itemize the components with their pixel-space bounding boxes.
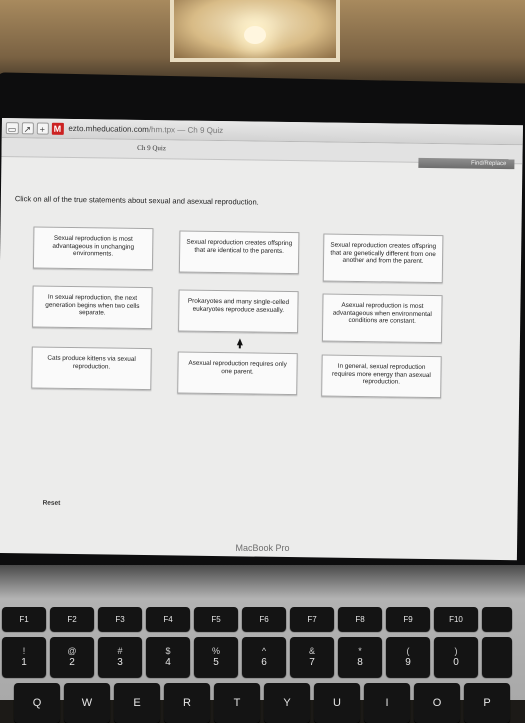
option-card[interactable]: Sexual reproduction creates offspring that are genetically different from one another and from the parent.	[323, 233, 444, 283]
share-icon[interactable]: ↗	[21, 122, 33, 134]
key-u[interactable]: U	[314, 683, 360, 723]
key-9[interactable]: ( 9	[386, 637, 430, 677]
key-e[interactable]: E	[114, 683, 160, 723]
ceiling-light	[244, 26, 266, 44]
key-6[interactable]: ^ 6	[242, 637, 286, 677]
key-f1[interactable]: F1	[2, 607, 46, 631]
page-title-fragment: Ch 9 Quiz	[187, 125, 224, 136]
key-i[interactable]: I	[364, 683, 410, 723]
key-minus[interactable]	[482, 637, 512, 677]
key-1[interactable]: ! 1	[2, 637, 46, 677]
find-replace-button[interactable]: Find/Replace	[418, 158, 514, 169]
key-2[interactable]: @ 2	[50, 637, 94, 677]
laptop-brand: MacBook Pro	[235, 543, 290, 553]
mouse-cursor-stem	[239, 344, 241, 348]
option-card[interactable]: In general, sexual reproduction requires more energy than asexual reproduction.	[321, 354, 442, 398]
key-f5[interactable]: F5	[194, 607, 238, 631]
option-card[interactable]: Asexual reproduction requires only one parent.	[177, 351, 298, 395]
background-window	[170, 0, 340, 62]
key-w[interactable]: W	[64, 683, 110, 723]
key-f8[interactable]: F8	[338, 607, 382, 631]
key-4[interactable]: $ 4	[146, 637, 190, 677]
new-tab-icon[interactable]: +	[36, 122, 48, 134]
option-card[interactable]: Cats produce kittens via sexual reproduction.	[31, 346, 152, 390]
option-card[interactable]: Prokaryotes and many single-celled eukaryotes reproduce asexually.	[178, 289, 299, 333]
key-f4[interactable]: F4	[146, 607, 190, 631]
key-f9[interactable]: F9	[386, 607, 430, 631]
key-0[interactable]: ) 0	[434, 637, 478, 677]
key-f6[interactable]: F6	[242, 607, 286, 631]
key-o[interactable]: O	[414, 683, 460, 723]
option-card[interactable]: Sexual reproduction is most advantageous in unchanging environments.	[33, 226, 154, 270]
key-p[interactable]: P	[464, 683, 510, 723]
key-t[interactable]: T	[214, 683, 260, 723]
key-f3[interactable]: F3	[98, 607, 142, 631]
keyboard-deck	[0, 565, 525, 709]
function-key-row	[0, 607, 512, 631]
question-text: Click on all of the true statements about sexual and asexual reproduction.	[14, 194, 259, 207]
reset-button[interactable]: Reset	[42, 499, 61, 507]
mcgraw-hill-logo-icon: M	[51, 122, 63, 134]
key-3[interactable]: # 3	[98, 637, 142, 677]
key-5[interactable]: % 5	[194, 637, 238, 677]
key-8[interactable]: * 8	[338, 637, 382, 677]
url-path: /hm.tpx	[148, 125, 176, 135]
url-host: ezto.mheducation.com	[68, 123, 149, 135]
key-r[interactable]: R	[164, 683, 210, 723]
laptop-screen	[0, 118, 523, 560]
options-grid	[33, 226, 453, 386]
key-f11[interactable]	[482, 607, 512, 631]
option-card[interactable]: In sexual reproduction, the next generation begins when two cells separate.	[32, 285, 153, 329]
option-card[interactable]: Asexual reproduction is most advantageous when environmental conditions are constant.	[322, 293, 443, 343]
tab-ch9-quiz[interactable]: Ch 9 Quiz	[137, 143, 167, 153]
letter-key-row	[0, 683, 510, 723]
address-bar[interactable]: ezto.mheducation.com/hm.tpx — Ch 9 Quiz	[68, 123, 224, 136]
option-card[interactable]: Sexual reproduction creates offspring that are identical to the parents.	[179, 230, 300, 274]
key-f7[interactable]: F7	[290, 607, 334, 631]
key-7[interactable]: & 7	[290, 637, 334, 677]
sidebar-icon[interactable]: ▭	[6, 122, 19, 134]
key-f10[interactable]: F10	[434, 607, 478, 631]
key-q[interactable]: Q	[14, 683, 60, 723]
key-f2[interactable]: F2	[50, 607, 94, 631]
key-y[interactable]: Y	[264, 683, 310, 723]
number-key-row	[0, 637, 512, 677]
